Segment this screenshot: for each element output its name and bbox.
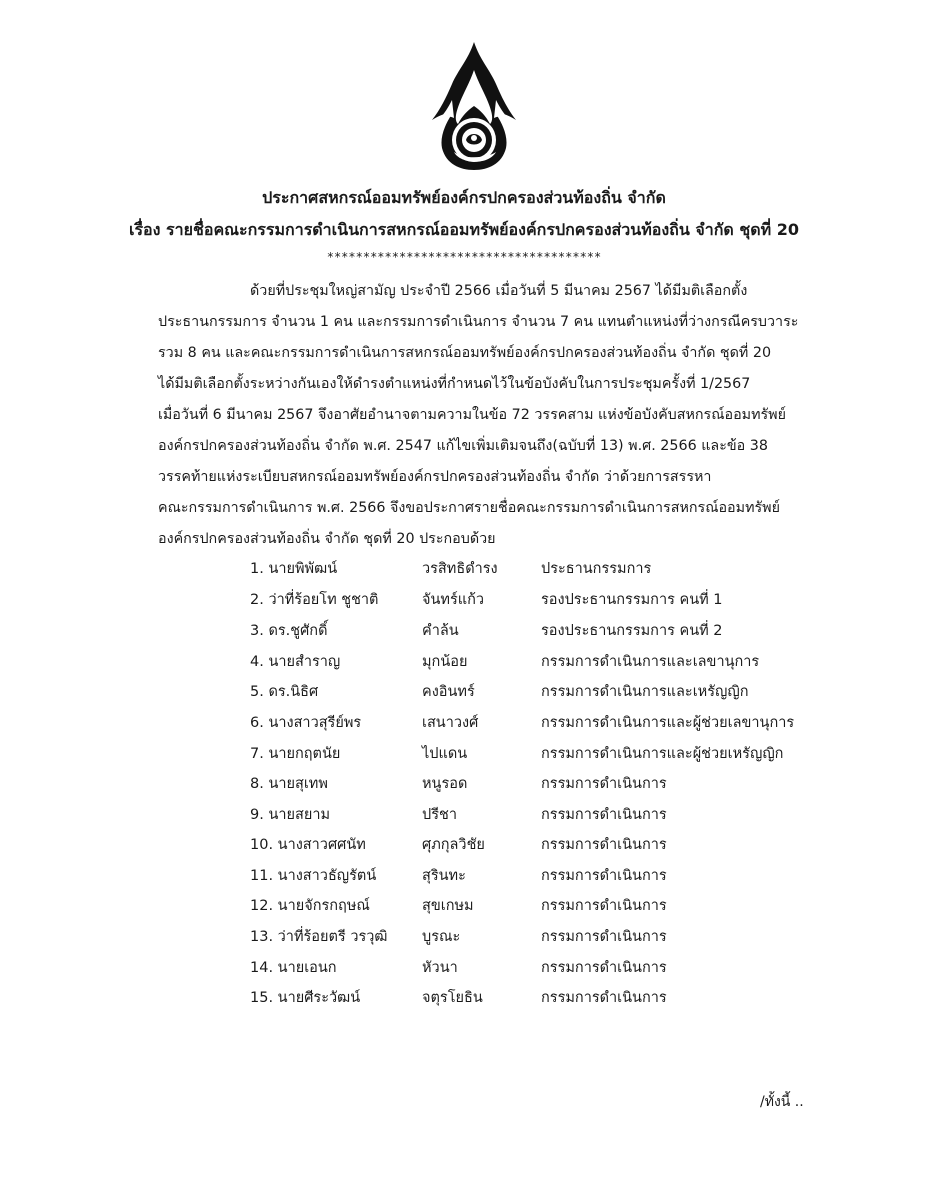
member-surname: เสนาวงศ์	[422, 715, 479, 731]
member-name: 12. นายจักรกฤษณ์	[250, 898, 370, 914]
member-position: กรรมการดำเนินการและเลขานุการ	[541, 654, 760, 670]
member-surname: คำล้น	[422, 623, 459, 639]
body-line-6: องค์กรปกครองส่วนท้องถิ่น จำกัด พ.ศ. 2547 แก้ไขเพิ่มเติมจนถึง(ฉบับที่ 13) พ.ศ. 2566 และข้อ 38	[158, 438, 768, 454]
member-name: 4. นายสำราญ	[250, 654, 341, 670]
member-surname: วรสิทธิดำรง	[422, 561, 498, 577]
member-name: 2. ว่าที่ร้อยโท ชูชาติ	[250, 592, 379, 608]
body-line-7: วรรคท้ายแห่งระเบียบสหกรณ์ออมทรัพย์องค์กรปกครองส่วนท้องถิ่น จำกัด ว่าด้วยการสรรหา	[158, 469, 712, 485]
member-name: 10. นางสาวศศนัท	[250, 837, 366, 853]
member-name: 1. นายพิพัฒน์	[250, 561, 338, 577]
member-position: รองประธานกรรมการ คนที่ 2	[541, 623, 723, 639]
member-position: กรรมการดำเนินการ	[541, 807, 667, 823]
member-name: 14. นายเอนก	[250, 960, 337, 976]
member-surname: หัวนา	[422, 960, 458, 976]
continued-marker: /ทั้งนี้ ..	[760, 1094, 804, 1110]
body-line-3: รวม 8 คน และคณะกรรมการดำเนินการสหกรณ์ออมทรัพย์องค์กรปกครองส่วนท้องถิ่น จำกัด ชุดที่ 20	[158, 345, 772, 361]
member-surname: มุกน้อย	[422, 654, 468, 670]
cooperative-logo	[428, 40, 520, 172]
member-surname: คงอินทร์	[422, 684, 475, 700]
member-position: กรรมการดำเนินการ	[541, 898, 667, 914]
member-name: 6. นางสาวสุรีย์พร	[250, 715, 362, 731]
member-position: ประธานกรรมการ	[541, 561, 652, 577]
body-line-4: ได้มีมติเลือกตั้งระหว่างกันเองให้ดำรงตำแหน่งที่กำหนดไว้ในข้อบังคับในการประชุมครั้งที่ 1/2567	[158, 376, 751, 392]
announcement-title: ประกาศสหกรณ์ออมทรัพย์องค์กรปกครองส่วนท้องถิ่น จำกัด	[262, 188, 666, 207]
member-name: 8. นายสุเทพ	[250, 776, 328, 792]
body-line-2: ประธานกรรมการ จำนวน 1 คน และกรรมการดำเนินการ จำนวน 7 คน แทนตำแหน่งที่ว่างกรณีครบวาระ	[158, 314, 799, 330]
member-surname: บูรณะ	[422, 929, 461, 945]
member-position: กรรมการดำเนินการ	[541, 837, 667, 853]
member-surname: จันทร์แก้ว	[422, 592, 485, 608]
member-position: กรรมการดำเนินการ	[541, 776, 667, 792]
member-position: กรรมการดำเนินการ	[541, 929, 667, 945]
member-name: 7. นายกฤตนัย	[250, 746, 341, 762]
member-surname: จตุรโยธิน	[422, 990, 483, 1006]
member-name: 3. ดร.ชูศักดิ์	[250, 623, 328, 639]
member-name: 13. ว่าที่ร้อยตรี วรวุฒิ	[250, 929, 388, 945]
member-surname: ศุภกุลวิชัย	[422, 837, 485, 853]
member-surname: สุรินทะ	[422, 868, 466, 884]
body-line-9: องค์กรปกครองส่วนท้องถิ่น จำกัด ชุดที่ 20 ประกอบด้วย	[158, 531, 496, 547]
member-position: กรรมการดำเนินการ	[541, 990, 667, 1006]
member-position: กรรมการดำเนินการและผู้ช่วยเลขานุการ	[541, 715, 795, 731]
member-name: 5. ดร.นิธิศ	[250, 684, 319, 700]
body-line-8: คณะกรรมการดำเนินการ พ.ศ. 2566 จึงขอประกาศรายชื่อคณะกรรมการดำเนินการสหกรณ์ออมทรัพย์	[158, 500, 780, 516]
member-position: กรรมการดำเนินการและเหรัญญิก	[541, 684, 749, 700]
member-surname: ปรีชา	[422, 807, 457, 823]
body-line-5: เมื่อวันที่ 6 มีนาคม 2567 จึงอาศัยอำนาจตามความในข้อ 72 วรรคสาม แห่งข้อบังคับสหกรณ์ออมทรัพย์	[158, 407, 786, 423]
member-position: กรรมการดำเนินการและผู้ช่วยเหรัญญิก	[541, 746, 784, 762]
member-name: 9. นายสยาม	[250, 807, 331, 823]
member-name: 15. นายศีระวัฒน์	[250, 990, 361, 1006]
member-position: กรรมการดำเนินการ	[541, 960, 667, 976]
member-surname: หนูรอด	[422, 776, 468, 792]
separator-line: **************************************	[326, 250, 602, 264]
body-line-1: ด้วยที่ประชุมใหญ่สามัญ ประจำปี 2566 เมื่อวันที่ 5 มีนาคม 2567 ได้มีมติเลือกตั้ง	[250, 283, 748, 299]
member-surname: ไปแดน	[422, 746, 468, 762]
member-position: รองประธานกรรมการ คนที่ 1	[541, 592, 723, 608]
member-position: กรรมการดำเนินการ	[541, 868, 667, 884]
member-name: 11. นางสาวธัญรัตน์	[250, 868, 377, 884]
member-surname: สุขเกษม	[422, 898, 474, 914]
announcement-subject: เรื่อง รายชื่อคณะกรรมการดำเนินการสหกรณ์ออมทรัพย์องค์กรปกครองส่วนท้องถิ่น จำกัด ชุดที่ 20	[128, 220, 799, 239]
